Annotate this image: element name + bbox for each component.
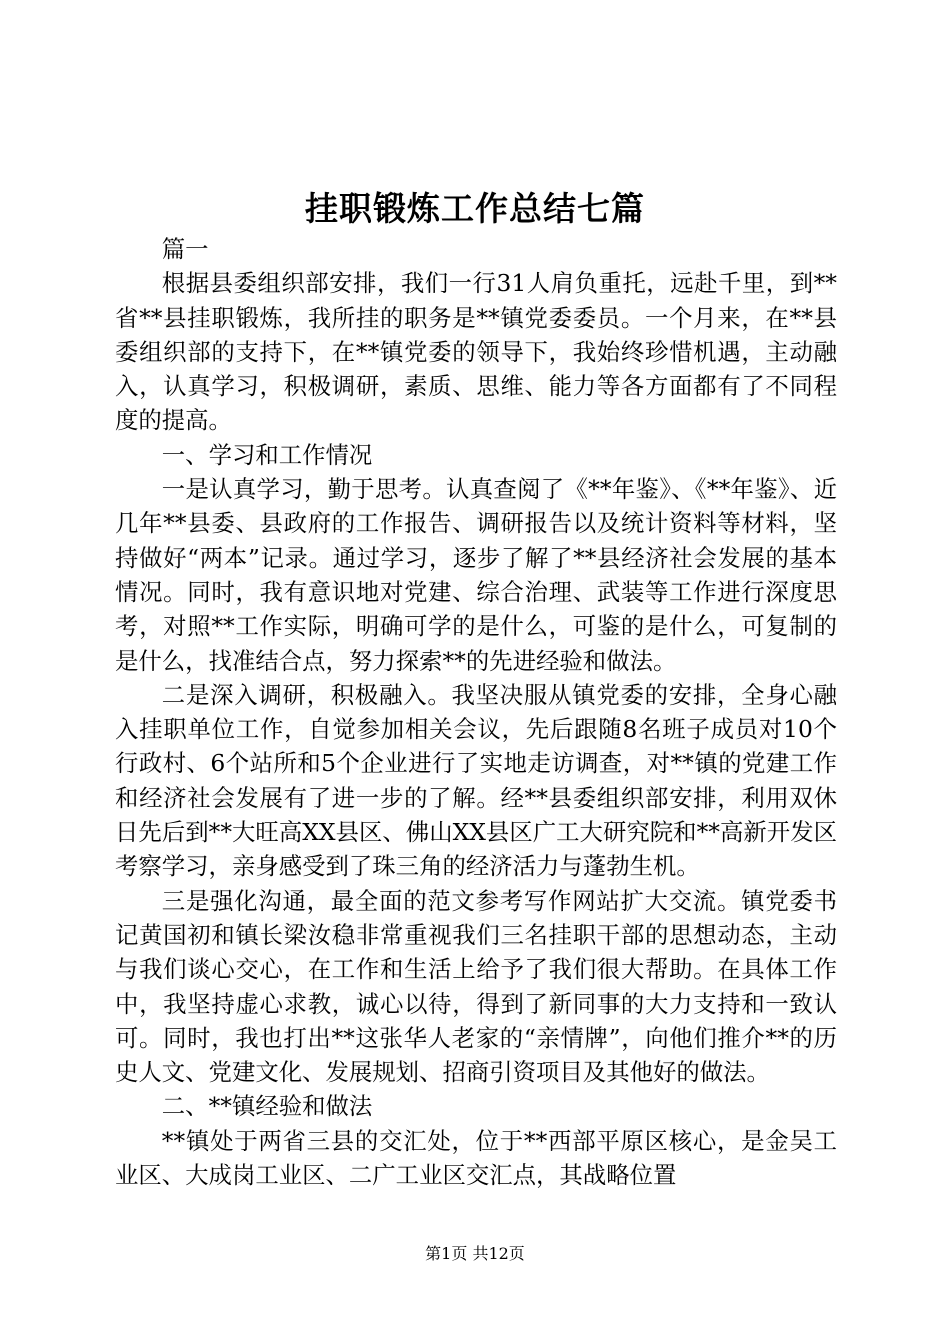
body-paragraph: 根据县委组织部安排，我们一行31人肩负重托，远赴千里，到**省**县挂职锻炼，我所挂的职务是**镇党委委员。一个月来，在**县委组织部的支持下，在**镇党委的领导下，我始终珍惜机遇，主动融入，认真学习，积极调研，素质、思维、能力等各方面都有了不同程度的提高。	[115, 269, 837, 435]
body-paragraph: 一是认真学习，勤于思考。认真查阅了《**年鉴》、《**年鉴》、近几年**县委、县政府的工作报告、调研报告以及统计资料等材料，坚持做好“两本”记录。通过学习，逐步了解了**县经济社会发展的基本情况。同时，我有意识地对党建、综合治理、武装等工作进行深度思考，对照**工作实际，明确可学的是什么，可鉴的是什么，可复制的是什么，找准结合点，努力探索**的先进经验和做法。	[115, 475, 837, 675]
document-body	[115, 232, 837, 1192]
body-paragraph: 三是强化沟通，最全面的范文参考写作网站扩大交流。镇党委书记黄国初和镇长梁汝稳非常重视我们三名挂职干部的思想动态，主动与我们谈心交心，在工作和生活上给予了我们很大帮助。在具体工作中，我坚持虚心求教，诚心以待，得到了新同事的大力支持和一致认可。同时，我也打出**这张华人老家的“亲情牌”，向他们推介**的历史人文、党建文化、发展规划、招商引资项目及其他好的做法。	[115, 886, 837, 1087]
page-footer: 第1页 共12页	[425, 1244, 525, 1263]
body-paragraph: **镇处于两省三县的交汇处，位于**西部平原区核心，是金吴工业区、大成岗工业区、二广工业区交汇点，其战略位置	[115, 1126, 837, 1190]
body-paragraph: 二是深入调研，积极融入。我坚决服从镇党委的安排，全身心融入挂职单位工作，自觉参加相关会议，先后跟随8名班子成员对10个行政村、6个站所和5个企业进行了实地走访调查，对**镇的党建工作和经济社会发展有了进一步的了解。经**县委组织部安排，利用双休日先后到**大旺高XX县区、佛山XX县区广工大研究院和**高新开发区考察学习，亲身感受到了珠三角的经济活力与蓬勃生机。	[115, 680, 837, 881]
section-heading: 一、学习和工作情况	[161, 440, 373, 469]
document-title: 挂职锻炼工作总结七篇	[305, 189, 645, 228]
section-heading: 篇一	[161, 235, 209, 263]
section-heading: 二、**镇经验和做法	[161, 1092, 373, 1121]
